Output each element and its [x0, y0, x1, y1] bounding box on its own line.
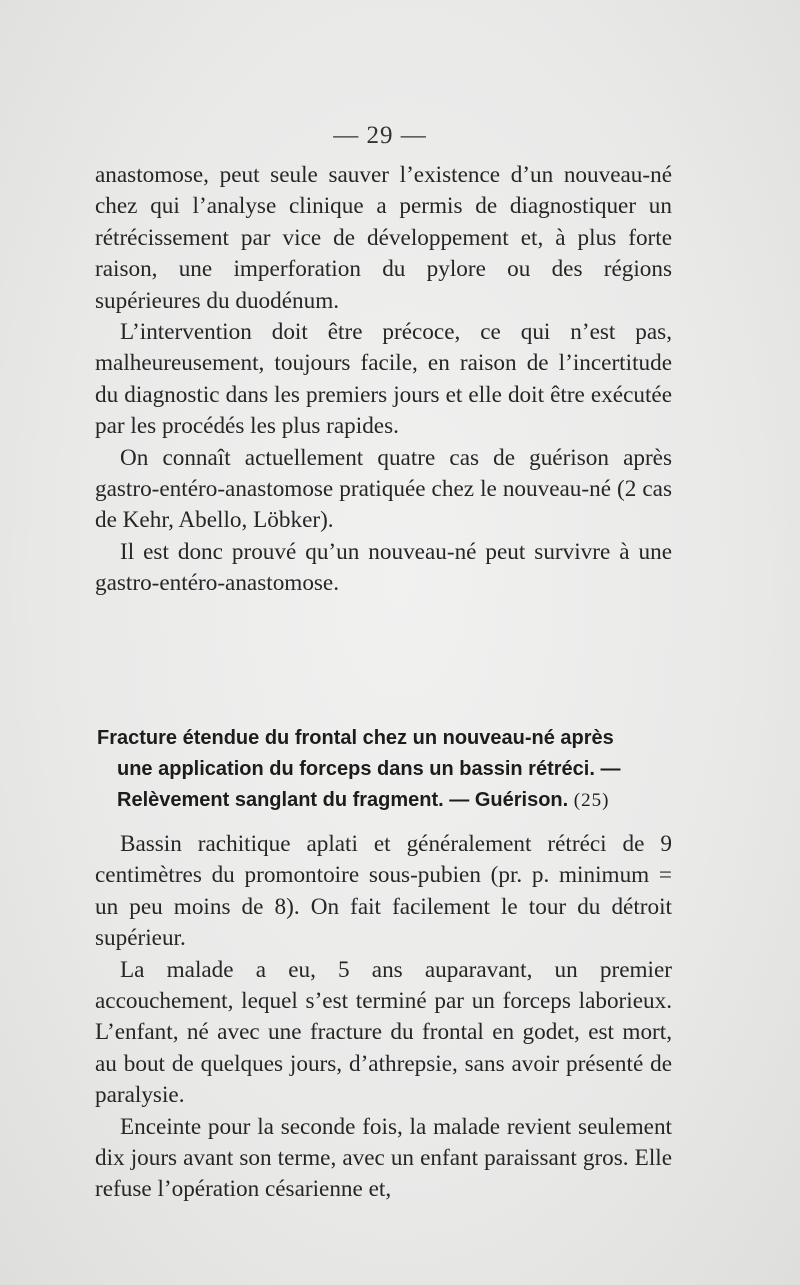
case-heading: [97, 723, 673, 816]
paragraph: L’intervention doit être précoce, ce qui n’est pas, malheureusement, toujours facile, en raison de l’incertitude du diagnostic dans les premiers jours et elle doit être exécutée par les procédés les plus rapides.: [95, 319, 672, 440]
paragraph: anastomose, peut seule sauver l’existence d’un nouveau-né chez qui l’analyse clinique a permis de diagnostiquer un rétrécissement par vice de développement et, à plus forte raison, une imperforation du pylore ou des régions supérieures du duodénum.: [95, 162, 672, 314]
case-reference: (25): [573, 790, 610, 811]
heading-line-3-text: Relèvement sanglant du fragment. — Guérison.: [117, 789, 569, 811]
paragraph: La malade a eu, 5 ans auparavant, un premier accouchement, lequel s’est terminé par un forceps laborieux. L’enfant, né avec une fracture du frontal en godet, est mort, au bout de quelques jours, d’athrepsie, sans avoir présenté de paralysie.: [95, 956, 672, 1109]
paragraph: Enceinte pour la seconde fois, la malade revient seulement dix jours avant son terme, avec un enfant paraissant gros. Elle refuse l’opération césarienne et,: [95, 1113, 672, 1203]
paragraph: Il est donc prouvé qu’un nouveau-né peut survivre à une gastro-entéro-anastomose.: [95, 538, 672, 597]
heading-line-2: une application du forceps dans un bassin rétréci. —: [117, 758, 621, 780]
paragraph: On connaît actuellement quatre cas de guérison après gastro-entéro-anastomose pratiquée chez le nouveau-né (2 cas de Kehr, Abello, Löbker).: [95, 444, 672, 534]
page-number: — 29 —: [333, 122, 427, 149]
section-two: [95, 829, 672, 1206]
heading-line-3: [97, 785, 673, 816]
heading-line-1: Fracture étendue du frontal chez un nouveau-né après: [97, 727, 614, 749]
section-one: [95, 160, 672, 600]
paragraph: Bassin rachitique aplati et généralement rétréci de 9 centimètres du promontoire sous-pubien (pr. p. minimum = un peu moins de 8). On fait facilement le tour du détroit supérieur.: [95, 831, 672, 952]
